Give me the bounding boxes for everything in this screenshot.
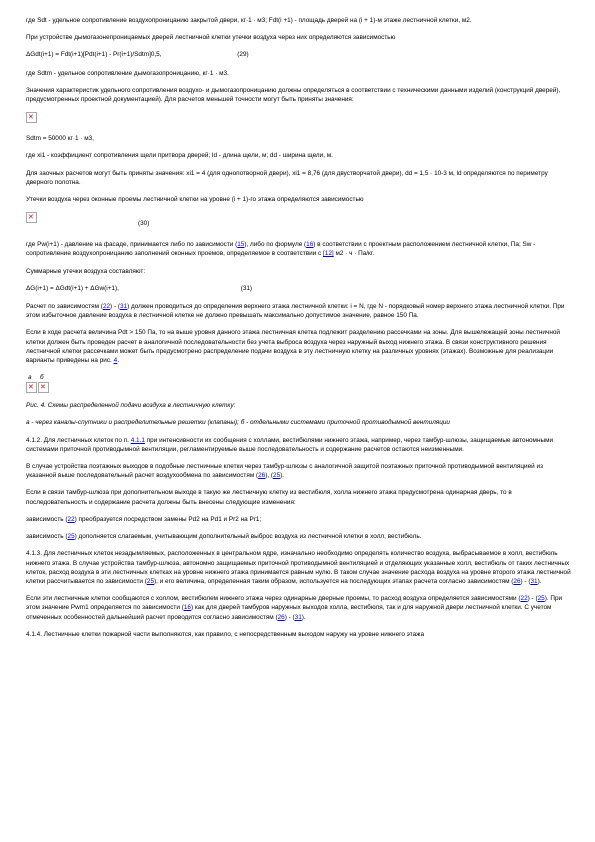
formula-link[interactable]: 26 xyxy=(513,577,521,585)
formula-link[interactable]: 31 xyxy=(119,303,128,311)
formula-link[interactable]: 16 xyxy=(306,241,314,249)
formula-link[interactable]: 16 xyxy=(183,604,191,612)
formula-number: (31) xyxy=(240,284,253,292)
paragraph xyxy=(26,549,571,586)
formula-link[interactable]: 26 xyxy=(277,613,285,621)
text: В случае устройства поэтажных выходов в подобные лестничные клетки через тамбур-шлюзы с аналогичной защитой поэтажных приточной противодымной вентиляцией из указанной выше последовательный расчет воздухообмена по зависимостям ( xyxy=(26,463,543,480)
formula-link[interactable]: 26 xyxy=(258,472,266,480)
document-body xyxy=(26,16,571,647)
paragraph: Значения характеристик удельного сопротивления воздухо- и дымогазопроницанию должны определяться в соответствии с техническими данными изделий (конструкций дверей), предусмотренных проектной документацией). Для расчетов меньшей точности могут быть приняты значения: xyxy=(26,86,561,104)
text: . xyxy=(117,357,119,365)
paragraph: При устройстве дымогазонепроницаемых дверей лестничной клетки утечки воздуха через них определяются зависимостью xyxy=(26,34,396,42)
paragraph xyxy=(26,240,571,258)
text: ) в соответствии с проектным расположением лестничной клетки, Па; Sw - сопротивление воздухопроницанию заполнений оконных проемов, определяемое в соответствии с xyxy=(26,241,536,258)
formula-31 xyxy=(26,284,571,293)
broken-image-icon xyxy=(38,382,49,393)
formula-30 xyxy=(26,212,571,232)
text: м2 · ч · Па/кг. xyxy=(333,250,375,258)
paragraph: Суммарные утечки воздуха составляют: xyxy=(26,267,146,275)
text: где Pw(i+1) - давление на фасаде, принимается либо по зависимости ( xyxy=(26,241,238,249)
formula-link[interactable]: 25 xyxy=(67,533,75,541)
broken-image-icon xyxy=(26,112,37,123)
reference-link[interactable]: [12] xyxy=(323,250,334,258)
section-link[interactable]: 4.1.1 xyxy=(130,436,145,444)
text: ) - ( xyxy=(520,577,531,585)
text: Если в ходе расчета величина Pdt > 150 Па, то на выше уровня данного этажа лестничная клетка подлежит разделению рассечками на зоны. Для вышележащей зоны лестничной клетки должен быть проведен расчет в аналогичной последовательности без учета выброса воздуха через наружный выход нижнего этажа. В связи конструктивного решения лестничной клетки рассечками может быть предусмотрено распределение подачи воздуха в эту лестничную клетку на различных уровнях (этажах). Возможные для реализации варианты приведены на рис. xyxy=(26,329,560,365)
figure-link[interactable]: 4 xyxy=(113,357,118,365)
text: ). xyxy=(280,472,285,480)
text: ) должен проводиться до определения верхнего этажа лестничной клетки: i = N, где N - порядковый номер верхнего этажа лестничной клетки. При этом избыточное давление воздуха в лестничной клетке не должно превышать максимально допустимое значение, равное 150 Па. xyxy=(26,303,565,320)
text: ), ( xyxy=(265,472,274,480)
paragraph: Sdtm = 50000 кг·1 · м3, xyxy=(26,135,94,143)
formula-text: ΔG(i+1) = ΔGdt(i+1) + ΔGw(i+1), xyxy=(26,284,119,292)
paragraph: где xi1 - коэффициент сопротивления щели притвора дверей; ld - длина щели, м; dd - ширина щели, м. xyxy=(26,152,333,160)
paragraph: Если в связи тамбур-шлюза при дополнительном выходе в такую же лестничную клетку из вестибюля, холла нижнего этажа предусмотрена одинарная дверь, то в последовательность и содержание расчета должны быть внесены следующие изменения: xyxy=(26,489,512,506)
text: Если эти лестничные клетки сообщаются с холлом, вестибюлем нижнего этажа через одинарные дверные проемы, то расход воздуха определяется зависимостями ( xyxy=(26,595,521,603)
text: при интенсивности их сообщения с холлами, вестибюлями нижнего этажа, например, через тамбур-шлюзы, защищаемые автономными системами приточной противодымной вентиляции, регламентируемые выше последовательность и содержание расчетов остаются неизменными. xyxy=(26,436,554,453)
formula-link[interactable]: 25 xyxy=(273,472,281,480)
text: зависимость ( xyxy=(26,533,68,541)
text: ) дополняется слагаемым, учитывающим дополнительный выброс воздуха из лестничной клетки в холл, вестибюль. xyxy=(74,533,422,541)
text: Расчет по зависимостям ( xyxy=(26,303,103,311)
formula-link[interactable]: 31 xyxy=(294,613,302,621)
text: 4.1.2. Для лестничных клеток по п. xyxy=(26,436,131,444)
paragraph xyxy=(26,302,571,320)
text: ) - ( xyxy=(110,303,120,311)
paragraph xyxy=(26,532,571,541)
figure-label-a: а xyxy=(28,374,32,382)
formula-link[interactable]: 25 xyxy=(537,595,545,603)
text: ). xyxy=(537,577,542,585)
text: ) - ( xyxy=(527,595,538,603)
text: ) - ( xyxy=(284,613,295,621)
formula-number: (29) xyxy=(237,51,249,59)
paragraph: где Sdtm - удельное сопротивление дымогазопроницанию, кг·1 · м3. xyxy=(26,69,229,77)
figure-caption-legend: а - через каналы-спутники и распределительные решетки (клапаны); б - отдельными системами приточной противодымной вентиляции xyxy=(26,419,450,427)
text: ), либо по формуле ( xyxy=(244,241,307,249)
formula-text: ΔGdt(i+1) = Fdt(i+1)[Pdt(i+1) - Pr(i+1)/Sdtm]0,5, xyxy=(26,51,162,59)
text: ) преобразуется посредством замены Pd2 на Pd1 и Pr2 на Pr1; xyxy=(74,515,262,523)
figure-caption: Рис. 4. Схемы распределенной подачи воздуха в лестничную клетку: xyxy=(26,402,236,410)
paragraph: Утечки воздуха через оконные проемы лестничной клетки на уровне (i + 1)-го этажа определяются зависимостью xyxy=(26,196,364,204)
paragraph xyxy=(26,436,571,454)
text: зависимость ( xyxy=(26,515,68,523)
paragraph: 4.1.4. Лестничные клетки пожарной части выполняются, как правило, с непосредственным выходом наружу на уровне нижнего этажа xyxy=(26,630,425,638)
formula-link[interactable]: 15 xyxy=(237,241,245,249)
formula-link[interactable]: 22 xyxy=(67,515,75,523)
formula-image-row xyxy=(26,112,571,126)
formula-link[interactable]: 22 xyxy=(102,303,111,311)
paragraph xyxy=(26,515,571,524)
figure-label-b: б xyxy=(40,374,44,382)
text: 4.1.3. Для лестничных клеток незадымляемых, расположенных в центральном ядре, изначально необходимо определять количество воздуха, выбрасываемое в холл, вестибюль нижнего этажа. В случае устройства тамбур-шлюза, автономно защищаемых приточной противодымной вентиляцией и отделяющих указанные холл, вестибюль от таких лестничных клеток, расход воздуха в эти лестничных клетках на уровне нижнего этажа принимается равным нулю. В таком случае значение расхода воздуха на уровне второго этажа лестничной клетки рассчитывается по зависимости ( xyxy=(26,550,571,585)
broken-image-icon xyxy=(26,382,37,393)
paragraph: где Sdt - удельное сопротивление воздухопроницанию закрытой двери, кг·1 · м3; Fdt(i +1) - площадь дверей на (i + 1)-м этаже лестничной клетки, м2. xyxy=(26,17,472,24)
text: ). xyxy=(301,613,306,621)
broken-image-icon xyxy=(26,212,37,223)
paragraph: Для заочных расчетов могут быть приняты значения: xi1 = 4 (для однопотворной двери), xi1 = 8,76 (для двустворчатой двери), dd = 1,5 · 10-3 м, ld определяются по периметру дверного полотна. xyxy=(26,169,548,186)
text: ). При этом значение Pwm1 определяется по зависимости ( xyxy=(26,595,563,612)
paragraph xyxy=(26,328,571,365)
paragraph xyxy=(26,594,571,622)
formula-link[interactable]: 22 xyxy=(520,595,528,603)
formula-number: (30) xyxy=(138,220,150,228)
text: ), и его величина, определенная таким образом, используется на последующих этапах расчета согласно зависимостям ( xyxy=(154,577,514,585)
formula-29 xyxy=(26,50,571,59)
paragraph xyxy=(26,462,571,480)
formula-link[interactable]: 25 xyxy=(146,577,155,585)
text: ) как для дверей тамбуров наружных выходов холла, вестибюля, так и для наружной двери лестничной клетки. С учетом отмеченных особенностей дальнейший расчет проводится согласно зависимостям ( xyxy=(26,604,552,621)
formula-link[interactable]: 31 xyxy=(530,577,538,585)
figure-4-images xyxy=(26,373,571,395)
